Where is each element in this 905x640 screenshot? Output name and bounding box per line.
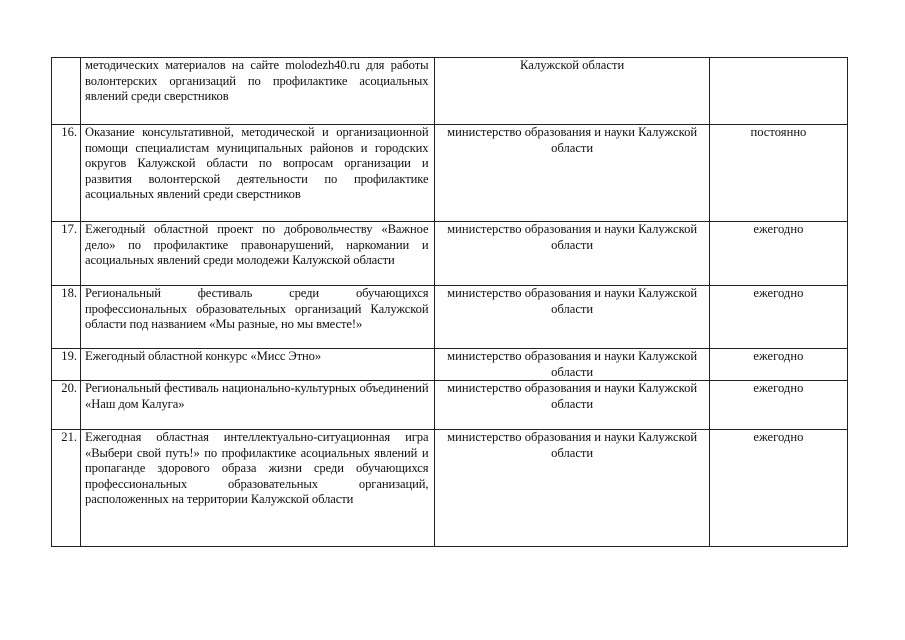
table-row (52, 349, 848, 381)
execution-term (709, 58, 847, 125)
responsible-party: министерство образования и науки Калужской области (435, 349, 709, 381)
execution-term: ежегодно (709, 349, 847, 381)
table-row (52, 286, 848, 349)
events-table (51, 57, 848, 547)
event-description: Региональный фестиваль среди обучающихся профессиональных образовательных организаций Калужской области под названием «Мы разные, но мы вместе!» (81, 286, 435, 349)
responsible-party: министерство образования и науки Калужской области (435, 381, 709, 430)
responsible-party: Калужской области (435, 58, 709, 125)
table-row (52, 58, 848, 125)
event-description: методических материалов на сайте molodezh40.ru для работы волонтерских организаций по профилактике асоциальных явлений среди сверстников (81, 58, 435, 125)
row-number: 19. (52, 349, 81, 381)
table-row (52, 125, 848, 222)
event-description: Ежегодный областной проект по добровольчеству «Важное дело» по профилактике правонарушений, наркомании и асоциальных явлений среди молодежи Калужской области (81, 222, 435, 286)
event-description: Ежегодный областной конкурс «Мисс Этно» (81, 349, 435, 381)
event-description: Региональный фестиваль национально-культурных объединений «Наш дом Калуга» (81, 381, 435, 430)
event-description: Оказание консультативной, методической и организационной помощи специалистам муниципальных районов и городских округов Калужской области по вопросам организации и развития волонтерской деятельности по профилактике асоциальных явлений среди сверстников (81, 125, 435, 222)
execution-term: ежегодно (709, 430, 847, 547)
responsible-party: министерство образования и науки Калужской области (435, 430, 709, 547)
table-row (52, 430, 848, 547)
row-number (52, 58, 81, 125)
responsible-party: министерство образования и науки Калужской области (435, 286, 709, 349)
execution-term: ежегодно (709, 381, 847, 430)
table-row (52, 222, 848, 286)
execution-term: постоянно (709, 125, 847, 222)
row-number: 21. (52, 430, 81, 547)
row-number: 17. (52, 222, 81, 286)
execution-term: ежегодно (709, 286, 847, 349)
responsible-party: министерство образования и науки Калужской области (435, 222, 709, 286)
row-number: 20. (52, 381, 81, 430)
event-description: Ежегодная областная интеллектуально-ситуационная игра «Выбери свой путь!» по профилактике асоциальных явлений и пропаганде здорового образа жизни среди обучающихся профессиональных образовательных организаций, расположенных на территории Калужской области (81, 430, 435, 547)
table-row (52, 381, 848, 430)
responsible-party: министерство образования и науки Калужской области (435, 125, 709, 222)
execution-term: ежегодно (709, 222, 847, 286)
row-number: 16. (52, 125, 81, 222)
row-number: 18. (52, 286, 81, 349)
